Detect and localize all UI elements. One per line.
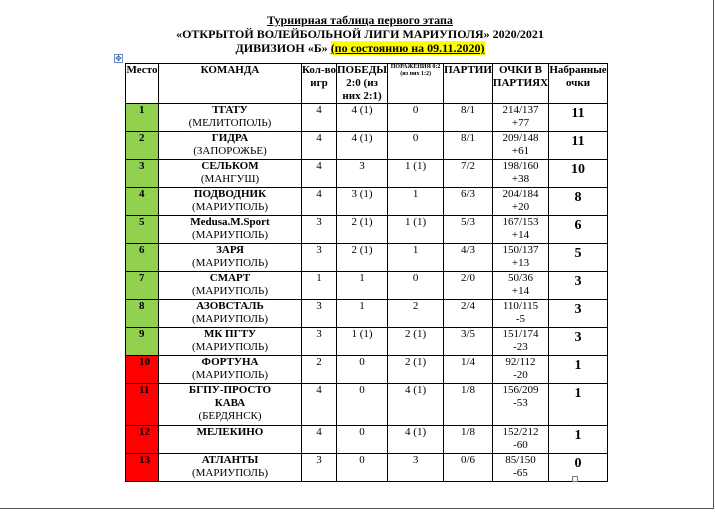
team-cell [159,300,302,328]
document-title: Турнирная таблица первого этапа [267,13,453,27]
table-move-handle-icon[interactable]: ✥ [115,54,122,63]
team-city: (МАРИУПОЛЬ) [191,341,269,353]
points-cell: 1 [549,384,608,426]
wins-cell: 1 [337,272,388,300]
games-cell: 2 [302,356,337,384]
table-row [126,244,608,272]
table-row [126,300,608,328]
standings-table [125,63,608,482]
games-cell: 4 [302,132,337,160]
set-points-cell [492,188,548,216]
sets-cell: 6/3 [444,188,493,216]
losses-cell: 2 (1) [388,356,444,384]
wins-cell: 1 (1) [337,328,388,356]
losses-cell: 2 [388,300,444,328]
points-cell: 6 [549,216,608,244]
set-points-diff: +77 [511,117,530,129]
wins-cell: 3 [337,160,388,188]
losses-cell: 0 [388,272,444,300]
set-points-diff: +14 [511,229,530,241]
losses-cell: 0 [388,104,444,132]
set-points-diff: -53 [513,397,528,409]
header-games: Кол-во игр [302,64,337,104]
place-cell: 5 [126,216,159,244]
points-cell: 11 [549,104,608,132]
set-points-cell [492,104,548,132]
header-points: Набранные очки [549,64,608,104]
games-cell: 3 [302,244,337,272]
team-cell [159,244,302,272]
team-name: Medusa.M.Sport [190,216,270,228]
sets-cell: 3/5 [444,328,493,356]
set-points-cell [492,160,548,188]
table-row [126,216,608,244]
losses-cell: 1 [388,188,444,216]
team-name: МЕЛЕКИНО [196,426,264,438]
division-label: ДИВИЗИОН «Б» [235,41,331,55]
team-city: (МАРИУПОЛЬ) [191,313,269,325]
set-points-cell [492,272,548,300]
points-cell: 11 [549,132,608,160]
losses-cell: 0 [388,132,444,160]
wins-cell: 3 (1) [337,188,388,216]
team-city: (МАРИУПОЛЬ) [191,257,269,269]
wins-cell: 2 (1) [337,216,388,244]
team-name: АТЛАНТЫ [201,454,259,466]
set-points-diff: -20 [513,369,528,381]
team-cell [159,132,302,160]
losses-cell: 4 (1) [388,426,444,454]
set-points-cell [492,216,548,244]
team-city: (БЕРДЯНСК) [198,410,262,422]
team-name: ГИДРА [211,132,249,144]
place-cell: 12 [126,426,159,454]
team-name: МК ПГТУ [203,328,257,340]
header-set-points: ОЧКИ В ПАРТИЯХ [492,64,548,104]
losses-cell: 1 (1) [388,216,444,244]
wins-cell: 0 [337,356,388,384]
points-cell: 3 [549,272,608,300]
team-name: АЗОВСТАЛЬ [196,300,264,312]
team-city: (МАРИУПОЛЬ) [191,285,269,297]
points-cell: 5 [549,244,608,272]
set-points-value: 198/160 [502,160,539,172]
losses-cell: 4 (1) [388,384,444,426]
set-points-diff: -23 [513,341,528,353]
team-city: (МАРИУПОЛЬ) [191,201,269,213]
place-cell: 6 [126,244,159,272]
set-points-diff: +13 [511,257,530,269]
table-header-row [126,64,608,104]
wins-cell: 2 (1) [337,244,388,272]
team-name: ФОРТУНА [201,356,259,368]
set-points-value: 204/184 [502,188,539,200]
table-row [126,454,608,482]
points-cell: 1 [549,426,608,454]
team-city: (ЗАПОРОЖЬЕ) [193,145,267,157]
sets-cell: 4/3 [444,244,493,272]
sets-cell: 0/6 [444,454,493,482]
set-points-diff: -60 [513,439,528,451]
team-cell [159,454,302,482]
set-points-diff: -5 [515,313,526,325]
team-city: (МАРИУПОЛЬ) [191,467,269,479]
status-date-highlight: (по состоянию на 09.11.2020) [330,41,485,55]
wins-cell: 1 [337,300,388,328]
sets-cell: 5/3 [444,216,493,244]
team-cell [159,104,302,132]
team-cell [159,216,302,244]
set-points-cell [492,454,548,482]
place-cell: 4 [126,188,159,216]
games-cell: 3 [302,300,337,328]
sets-cell: 2/0 [444,272,493,300]
table-row [126,188,608,216]
sets-cell: 8/1 [444,104,493,132]
table-row [126,272,608,300]
document-subtitle: «ОТКРЫТОЙ ВОЛЕЙБОЛЬНОЙ ЛИГИ МАРИУПОЛЯ» 2020/2021 [176,27,544,41]
games-cell: 1 [302,272,337,300]
games-cell: 4 [302,384,337,426]
set-points-diff: +61 [511,145,530,157]
set-points-cell [492,300,548,328]
team-name: ЗАРЯ [216,244,244,256]
set-points-value: 152/212 [502,426,539,438]
table-row [126,160,608,188]
place-cell: 3 [126,160,159,188]
team-city: (МЕЛИТОПОЛЬ) [188,117,272,129]
place-cell: 11 [126,384,159,426]
points-cell: 8 [549,188,608,216]
table-resize-handle-icon[interactable] [572,476,578,482]
wins-cell: 0 [337,426,388,454]
header-wins: ПОБЕДЫ 2:0 (из них 2:1) [337,64,388,102]
team-city: (МАНГУШ) [200,173,260,185]
set-points-value: 150/137 [502,244,539,256]
wins-cell: 4 (1) [337,104,388,132]
table-row [126,426,608,454]
games-cell: 4 [302,426,337,454]
sets-cell: 7/2 [444,160,493,188]
sets-cell: 2/4 [444,300,493,328]
set-points-cell [492,426,548,454]
set-points-diff: +20 [511,201,530,213]
team-name: ПОДВОДНИК [193,188,267,200]
team-name: БГПУ-ПРОСТО КАВА [188,384,272,409]
place-cell: 10 [126,356,159,384]
set-points-diff: +14 [511,285,530,297]
points-cell: 10 [549,160,608,188]
losses-cell: 1 (1) [388,160,444,188]
place-cell: 13 [126,454,159,482]
games-cell: 3 [302,328,337,356]
header-team: КОМАНДА [159,64,302,104]
place-cell: 9 [126,328,159,356]
points-cell: 0 [549,454,608,482]
table-row [126,356,608,384]
team-cell [159,356,302,384]
games-cell: 3 [302,454,337,482]
set-points-value: 110/115 [502,300,539,312]
points-cell: 3 [549,328,608,356]
set-points-value: 151/174 [502,328,539,340]
team-city: (МАРИУПОЛЬ) [191,229,269,241]
points-cell: 1 [549,356,608,384]
sets-cell: 8/1 [444,132,493,160]
set-points-value: 167/153 [502,216,539,228]
team-city: (МАРИУПОЛЬ) [191,369,269,381]
place-cell: 8 [126,300,159,328]
document-division-line [100,41,620,55]
games-cell: 4 [302,160,337,188]
games-cell: 3 [302,216,337,244]
losses-cell: 3 [388,454,444,482]
set-points-cell [492,244,548,272]
set-points-cell [492,328,548,356]
set-points-value: 214/137 [502,104,539,116]
team-cell [159,426,302,454]
set-points-cell [492,356,548,384]
team-cell [159,328,302,356]
games-cell: 4 [302,188,337,216]
games-cell: 4 [302,104,337,132]
place-cell: 1 [126,104,159,132]
table-row [126,384,608,426]
header-sets: ПАРТИИ [444,64,493,104]
set-points-value: 156/209 [502,384,539,396]
losses-cell: 2 (1) [388,328,444,356]
set-points-diff: +38 [511,173,530,185]
sets-cell: 1/4 [444,356,493,384]
header-losses: ПОРАЖЕНИЯ 0:2 (из них 1:2) [388,64,444,104]
team-name: ТГАТУ [212,104,248,116]
wins-cell: 0 [337,384,388,426]
set-points-value: 209/148 [502,132,539,144]
set-points-diff: -65 [513,467,528,479]
set-points-cell [492,384,548,426]
set-points-value: 92/112 [505,356,536,368]
losses-cell: 1 [388,244,444,272]
header-place: Место [126,64,159,104]
team-cell [159,160,302,188]
table-row [126,328,608,356]
place-cell: 2 [126,132,159,160]
sets-cell: 1/8 [444,426,493,454]
team-cell [159,272,302,300]
wins-cell: 0 [337,454,388,482]
wins-cell: 4 (1) [337,132,388,160]
set-points-value: 85/150 [505,454,536,466]
team-name: СМАРТ [209,272,251,284]
sets-cell: 1/8 [444,384,493,426]
table-row [126,104,608,132]
table-row [126,132,608,160]
team-name: СЕЛЬКОМ [201,160,259,172]
set-points-cell [492,132,548,160]
team-cell [159,384,302,426]
points-cell: 3 [549,300,608,328]
set-points-value: 50/36 [507,272,533,284]
team-cell [159,188,302,216]
place-cell: 7 [126,272,159,300]
